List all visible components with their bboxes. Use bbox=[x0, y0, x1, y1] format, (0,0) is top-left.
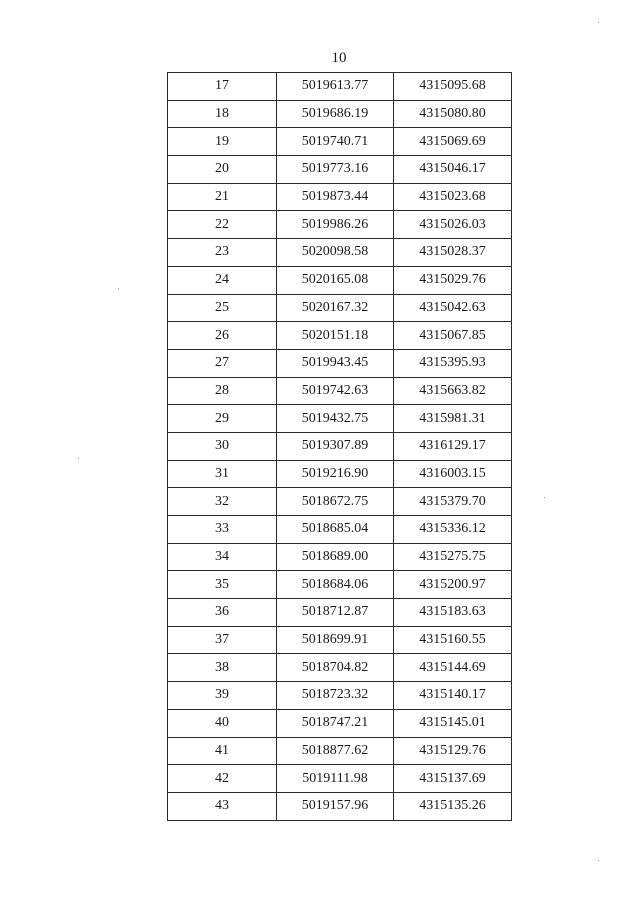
y-coordinate-cell: 4316129.17 bbox=[394, 432, 512, 460]
x-coordinate-cell: 5019742.63 bbox=[277, 377, 394, 405]
x-coordinate-cell: 5018747.21 bbox=[277, 709, 394, 737]
point-number-cell: 37 bbox=[168, 626, 277, 654]
y-coordinate-cell: 4315023.68 bbox=[394, 183, 512, 211]
point-number-cell: 35 bbox=[168, 571, 277, 599]
point-number-cell: 32 bbox=[168, 488, 277, 516]
x-coordinate-cell: 5020098.58 bbox=[277, 239, 394, 267]
table-row bbox=[168, 322, 512, 350]
x-coordinate-cell: 5018685.04 bbox=[277, 516, 394, 544]
table-row bbox=[168, 377, 512, 405]
page-number: 10 bbox=[331, 50, 347, 66]
table-row bbox=[168, 294, 512, 322]
table-row bbox=[168, 571, 512, 599]
point-number-cell: 27 bbox=[168, 349, 277, 377]
point-number-cell: 34 bbox=[168, 543, 277, 571]
table-row bbox=[168, 405, 512, 433]
table-row bbox=[168, 73, 512, 101]
point-number-cell: 39 bbox=[168, 682, 277, 710]
x-coordinate-cell: 5019432.75 bbox=[277, 405, 394, 433]
x-coordinate-cell: 5018699.91 bbox=[277, 626, 394, 654]
point-number-cell: 24 bbox=[168, 266, 277, 294]
point-number-cell: 19 bbox=[168, 128, 277, 156]
x-coordinate-cell: 5018712.87 bbox=[277, 599, 394, 627]
point-number-cell: 41 bbox=[168, 737, 277, 765]
y-coordinate-cell: 4315042.63 bbox=[394, 294, 512, 322]
y-coordinate-cell: 4315028.37 bbox=[394, 239, 512, 267]
y-coordinate-cell: 4315135.26 bbox=[394, 792, 512, 820]
point-number-cell: 21 bbox=[168, 183, 277, 211]
x-coordinate-cell: 5019613.77 bbox=[277, 73, 394, 101]
x-coordinate-cell: 5019216.90 bbox=[277, 460, 394, 488]
x-coordinate-cell: 5018723.32 bbox=[277, 682, 394, 710]
y-coordinate-cell: 4315067.85 bbox=[394, 322, 512, 350]
y-coordinate-cell: 4315183.63 bbox=[394, 599, 512, 627]
coordinates-table-body bbox=[168, 73, 512, 821]
table-row bbox=[168, 432, 512, 460]
x-coordinate-cell: 5018877.62 bbox=[277, 737, 394, 765]
y-coordinate-cell: 4315336.12 bbox=[394, 516, 512, 544]
scan-speck bbox=[78, 458, 79, 459]
table-row bbox=[168, 682, 512, 710]
point-number-cell: 29 bbox=[168, 405, 277, 433]
point-number-cell: 22 bbox=[168, 211, 277, 239]
point-number-cell: 28 bbox=[168, 377, 277, 405]
x-coordinate-cell: 5019873.44 bbox=[277, 183, 394, 211]
x-coordinate-cell: 5019111.98 bbox=[277, 765, 394, 793]
table-row bbox=[168, 460, 512, 488]
point-number-cell: 17 bbox=[168, 73, 277, 101]
y-coordinate-cell: 4316003.15 bbox=[394, 460, 512, 488]
x-coordinate-cell: 5018689.00 bbox=[277, 543, 394, 571]
x-coordinate-cell: 5019740.71 bbox=[277, 128, 394, 156]
point-number-cell: 33 bbox=[168, 516, 277, 544]
table-row bbox=[168, 599, 512, 627]
table-row bbox=[168, 654, 512, 682]
scan-speck bbox=[598, 860, 599, 861]
table-row bbox=[168, 128, 512, 156]
table-row bbox=[168, 626, 512, 654]
table-row bbox=[168, 792, 512, 820]
y-coordinate-cell: 4315663.82 bbox=[394, 377, 512, 405]
point-number-cell: 40 bbox=[168, 709, 277, 737]
y-coordinate-cell: 4315275.75 bbox=[394, 543, 512, 571]
point-number-cell: 31 bbox=[168, 460, 277, 488]
y-coordinate-cell: 4315137.69 bbox=[394, 765, 512, 793]
y-coordinate-cell: 4315026.03 bbox=[394, 211, 512, 239]
point-number-cell: 43 bbox=[168, 792, 277, 820]
table-row bbox=[168, 765, 512, 793]
y-coordinate-cell: 4315046.17 bbox=[394, 156, 512, 184]
table-row bbox=[168, 183, 512, 211]
scan-speck bbox=[598, 22, 599, 23]
y-coordinate-cell: 4315029.76 bbox=[394, 266, 512, 294]
point-number-cell: 30 bbox=[168, 432, 277, 460]
table-row bbox=[168, 516, 512, 544]
table-row bbox=[168, 349, 512, 377]
point-number-cell: 23 bbox=[168, 239, 277, 267]
coordinates-table bbox=[167, 72, 512, 821]
table-row bbox=[168, 737, 512, 765]
y-coordinate-cell: 4315145.01 bbox=[394, 709, 512, 737]
x-coordinate-cell: 5019307.89 bbox=[277, 432, 394, 460]
y-coordinate-cell: 4315095.68 bbox=[394, 73, 512, 101]
y-coordinate-cell: 4315160.55 bbox=[394, 626, 512, 654]
table-row bbox=[168, 488, 512, 516]
x-coordinate-cell: 5019986.26 bbox=[277, 211, 394, 239]
table-row bbox=[168, 239, 512, 267]
point-number-cell: 26 bbox=[168, 322, 277, 350]
y-coordinate-cell: 4315080.80 bbox=[394, 100, 512, 128]
x-coordinate-cell: 5019157.96 bbox=[277, 792, 394, 820]
x-coordinate-cell: 5019943.45 bbox=[277, 349, 394, 377]
table-row bbox=[168, 156, 512, 184]
y-coordinate-cell: 4315981.31 bbox=[394, 405, 512, 433]
x-coordinate-cell: 5018684.06 bbox=[277, 571, 394, 599]
x-coordinate-cell: 5020151.18 bbox=[277, 322, 394, 350]
x-coordinate-cell: 5020165.08 bbox=[277, 266, 394, 294]
x-coordinate-cell: 5019686.19 bbox=[277, 100, 394, 128]
point-number-cell: 42 bbox=[168, 765, 277, 793]
point-number-cell: 25 bbox=[168, 294, 277, 322]
point-number-cell: 20 bbox=[168, 156, 277, 184]
x-coordinate-cell: 5018672.75 bbox=[277, 488, 394, 516]
y-coordinate-cell: 4315379.70 bbox=[394, 488, 512, 516]
y-coordinate-cell: 4315144.69 bbox=[394, 654, 512, 682]
x-coordinate-cell: 5020167.32 bbox=[277, 294, 394, 322]
point-number-cell: 18 bbox=[168, 100, 277, 128]
table-row bbox=[168, 543, 512, 571]
table-row bbox=[168, 100, 512, 128]
table-row bbox=[168, 211, 512, 239]
y-coordinate-cell: 4315069.69 bbox=[394, 128, 512, 156]
point-number-cell: 36 bbox=[168, 599, 277, 627]
y-coordinate-cell: 4315140.17 bbox=[394, 682, 512, 710]
point-number-cell: 38 bbox=[168, 654, 277, 682]
y-coordinate-cell: 4315129.76 bbox=[394, 737, 512, 765]
scan-speck bbox=[544, 497, 545, 498]
table-row bbox=[168, 709, 512, 737]
x-coordinate-cell: 5018704.82 bbox=[277, 654, 394, 682]
scan-speck bbox=[118, 288, 119, 289]
y-coordinate-cell: 4315200.97 bbox=[394, 571, 512, 599]
x-coordinate-cell: 5019773.16 bbox=[277, 156, 394, 184]
y-coordinate-cell: 4315395.93 bbox=[394, 349, 512, 377]
table-row bbox=[168, 266, 512, 294]
